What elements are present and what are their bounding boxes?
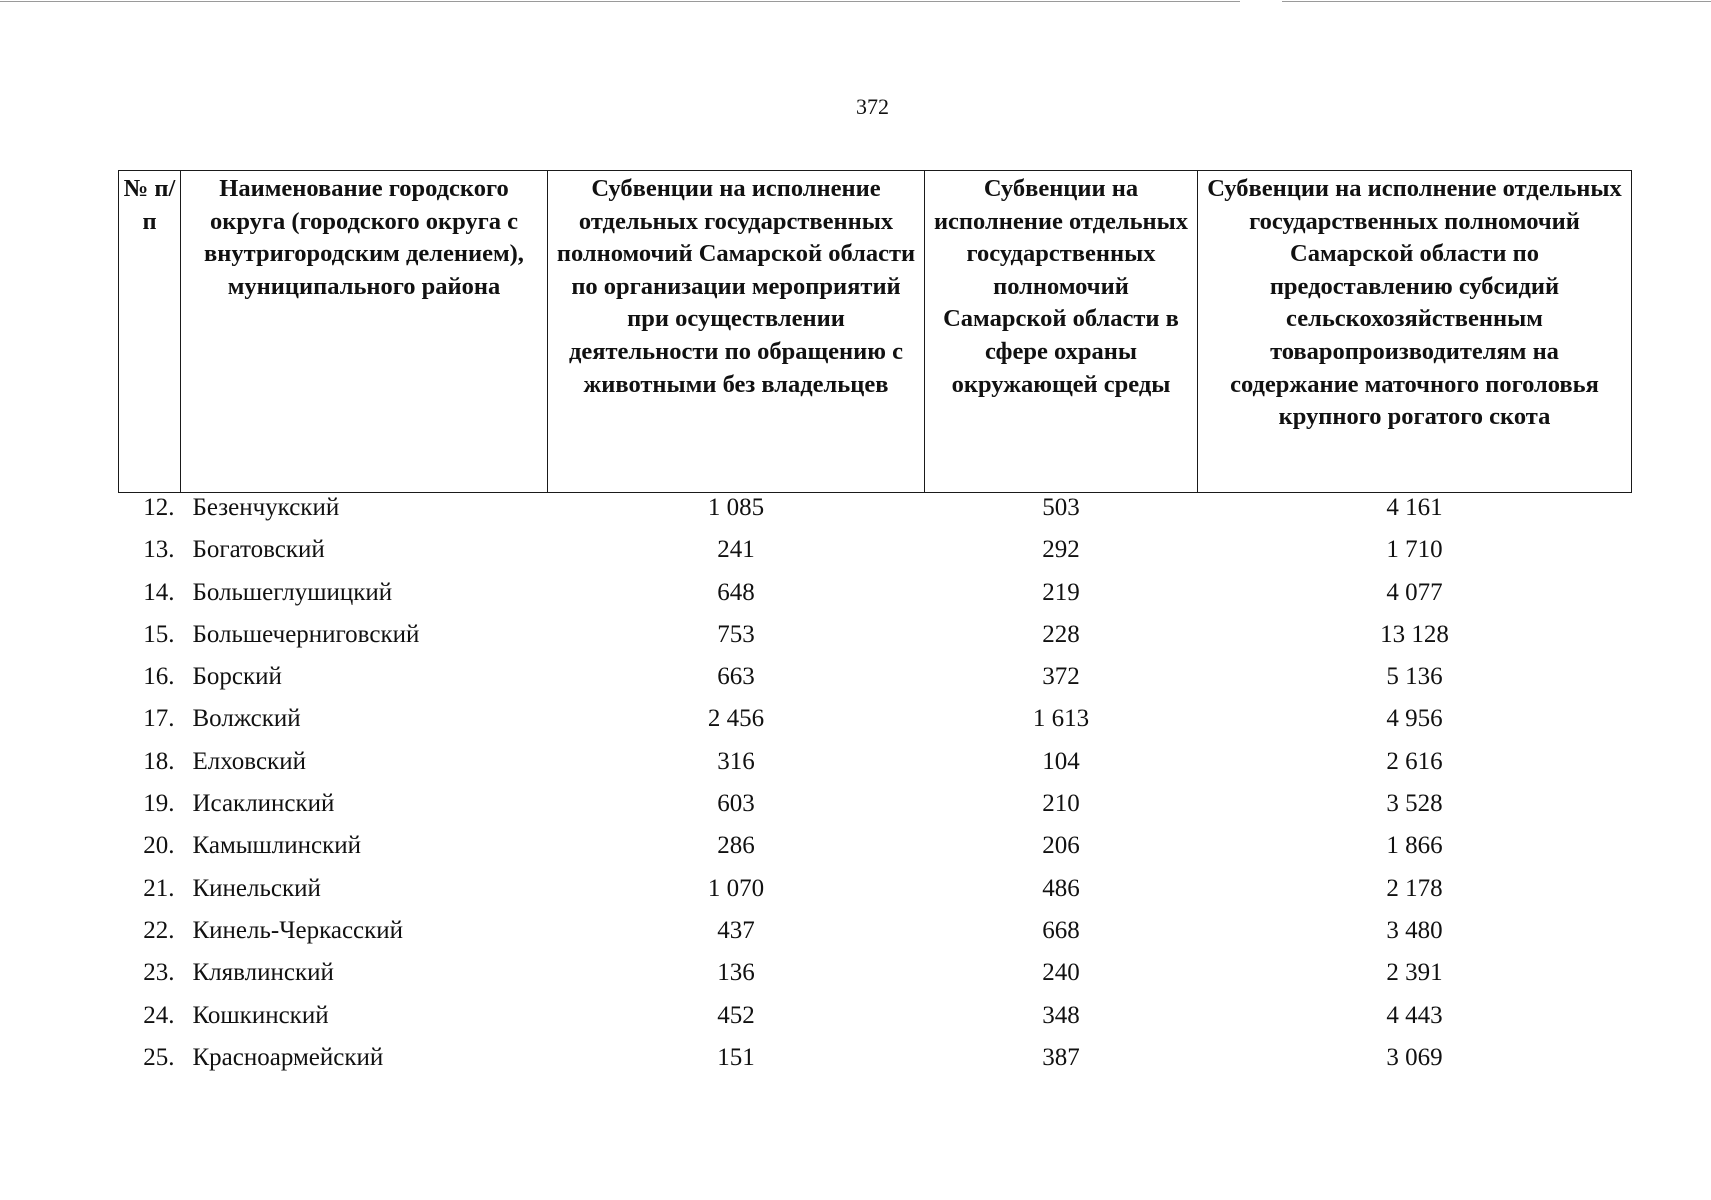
district-name: Кинельский (192, 874, 321, 902)
environment-subsidy-value: 210 (1042, 790, 1080, 818)
header-name: Наименование городского округа (городского округа с внутригородским делением), муниципального района (181, 171, 548, 493)
environment-subsidy-value: 486 (1042, 874, 1080, 902)
district-name: Елховский (192, 747, 306, 775)
environment-subsidy-value: 348 (1042, 1001, 1080, 1029)
table-header (119, 171, 1632, 493)
district-name: Камышлинский (192, 832, 362, 860)
cattle-subsidy-value: 4 443 (1386, 1001, 1443, 1029)
cattle-subsidy-value: 1 710 (1386, 536, 1443, 564)
environment-subsidy-value: 292 (1042, 536, 1080, 564)
table-row (119, 747, 1632, 789)
scan-edge-line (0, 1, 1240, 2)
district-name: Кошкинский (192, 1001, 329, 1029)
table-row (119, 831, 1632, 873)
district-name: Кинель-Черкасский (192, 916, 404, 944)
row-number: 20. (143, 832, 175, 860)
animals-subsidy-value: 241 (717, 536, 755, 564)
cattle-subsidy-value: 3 069 (1386, 1043, 1443, 1071)
row-number: 25. (143, 1043, 175, 1071)
table-row (119, 958, 1632, 1000)
header-num: № п/п (119, 171, 181, 493)
animals-subsidy-value: 1 070 (707, 874, 765, 902)
animals-subsidy-value: 286 (717, 832, 755, 860)
district-name: Волжский (192, 705, 301, 733)
table-row (119, 535, 1632, 577)
district-name: Безенчукский (192, 494, 340, 521)
cattle-subsidy-value: 5 136 (1386, 663, 1443, 691)
district-name: Клявлинский (192, 959, 334, 987)
row-number: 18. (143, 747, 175, 775)
table-row (119, 874, 1632, 916)
environment-subsidy-value: 240 (1042, 959, 1080, 987)
cattle-subsidy-value: 1 866 (1386, 832, 1443, 860)
cattle-subsidy-value: 4 077 (1386, 578, 1443, 606)
table-row (119, 1043, 1632, 1085)
environment-subsidy-value: 387 (1042, 1043, 1080, 1071)
row-number: 13. (143, 536, 175, 564)
cattle-subsidy-value: 2 391 (1386, 959, 1443, 987)
table-row (119, 704, 1632, 746)
animals-subsidy-value: 452 (717, 1001, 755, 1029)
table-row (119, 789, 1632, 831)
row-number: 22. (143, 916, 175, 944)
row-number: 19. (143, 790, 175, 818)
environment-subsidy-value: 104 (1042, 747, 1080, 775)
row-number: 12. (143, 494, 175, 521)
table-body (119, 493, 1632, 1086)
cattle-subsidy-value: 4 956 (1386, 705, 1443, 733)
environment-subsidy-value: 372 (1042, 663, 1080, 691)
district-name: Исаклинский (192, 790, 335, 818)
table-row (119, 578, 1632, 620)
environment-subsidy-value: 503 (1042, 494, 1080, 521)
table-row (119, 662, 1632, 704)
row-number: 14. (143, 578, 175, 606)
animals-subsidy-value: 603 (717, 790, 755, 818)
environment-subsidy-value: 219 (1042, 578, 1080, 606)
subsidy-table (118, 170, 1632, 1085)
table-row (119, 1001, 1632, 1043)
environment-subsidy-value: 668 (1042, 916, 1080, 944)
row-number: 17. (143, 705, 175, 733)
cattle-subsidy-value: 2 616 (1386, 747, 1443, 775)
district-name: Борский (192, 663, 282, 691)
environment-subsidy-value: 206 (1042, 832, 1080, 860)
animals-subsidy-value: 663 (717, 663, 755, 691)
row-number: 15. (143, 620, 175, 648)
row-number: 16. (143, 663, 175, 691)
district-name: Большечерниговский (192, 620, 420, 648)
cattle-subsidy-value: 13 128 (1380, 620, 1449, 648)
animals-subsidy-value: 136 (717, 959, 755, 987)
cattle-subsidy-value: 3 480 (1386, 916, 1443, 944)
header-environment-subsidy: Субвенции на исполнение отдельных государственных полномочий Самарской области в сфере охраны окружающей среды (925, 171, 1198, 493)
animals-subsidy-value: 316 (717, 747, 755, 775)
animals-subsidy-value: 753 (717, 620, 755, 648)
cattle-subsidy-value: 3 528 (1386, 790, 1443, 818)
table-row (119, 620, 1632, 662)
environment-subsidy-value: 228 (1042, 620, 1080, 648)
animals-subsidy-value: 2 456 (707, 705, 765, 733)
district-name: Красноармейский (192, 1043, 384, 1071)
table-row (119, 493, 1632, 536)
animals-subsidy-value: 1 085 (707, 494, 765, 521)
district-name: Богатовский (192, 536, 325, 564)
header-row (119, 171, 1632, 493)
environment-subsidy-value: 1 613 (1032, 705, 1090, 733)
row-number: 23. (143, 959, 175, 987)
page-number: 372 (856, 94, 889, 119)
animals-subsidy-value: 648 (717, 578, 755, 606)
animals-subsidy-value: 151 (717, 1043, 755, 1071)
district-name: Большеглушицкий (192, 578, 393, 606)
cattle-subsidy-value: 2 178 (1386, 874, 1443, 902)
header-animals-subsidy: Субвенции на исполнение отдельных государственных полномочий Самарской области по организации мероприятий при осуществлении деятельности по обращению с животными без владельцев (548, 171, 925, 493)
header-cattle-subsidy: Субвенции на исполнение отдельных государственных полномочий Самарской области по предоставлению субсидий сельскохозяйственным товаропроизводителям на содержание маточного поголовья крупного рогатого скота (1198, 171, 1632, 493)
row-number: 21. (143, 874, 175, 902)
scan-edge-line (1282, 1, 1711, 2)
table-row (119, 916, 1632, 958)
row-number: 24. (143, 1001, 175, 1029)
cattle-subsidy-value: 4 161 (1386, 494, 1443, 521)
animals-subsidy-value: 437 (717, 916, 755, 944)
